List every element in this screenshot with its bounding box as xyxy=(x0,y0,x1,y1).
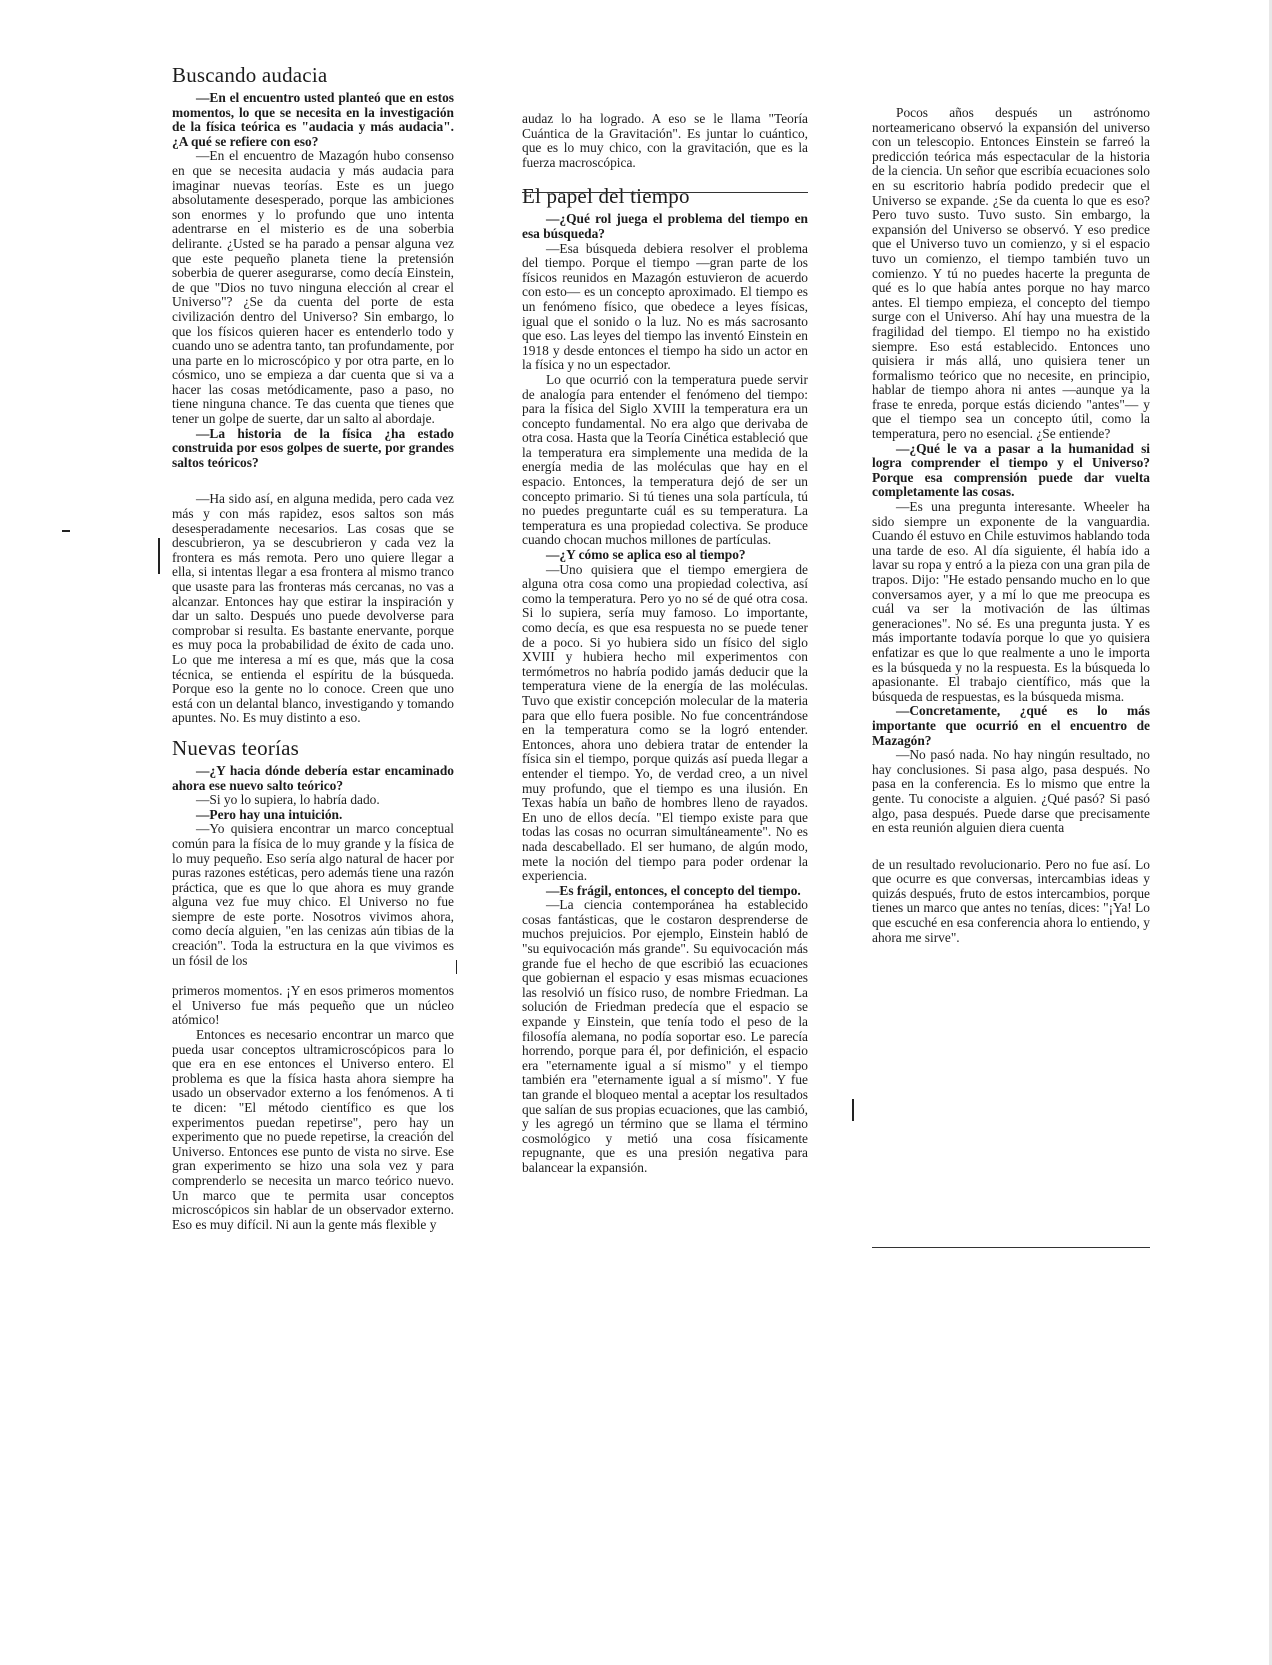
body-paragraph: Entonces es necesario encontrar un marco que pueda usar conceptos ultramicroscópicos para lo que era en ese entonces el Universo entero. El problema es que la física hasta ahora siempre ha usado un observador externo a los fenómenos. A ti te dicen: "El método científico es que los experimentos puedan repetirse", pero hay un experimento que no puede repetirse, la creación del Universo. Entonces ese punto de vista no sirve. Ese gran experimento se hizo una sola vez y para comprenderlo se necesita un marco teórico nuevo. Un marco que te permita usar conceptos microscópicos sin hablar de un observador externo. Eso es muy difícil. Ni aun la gente más flexible y xyxy=(172,1027,454,1232)
question-paragraph: —En el encuentro usted planteó que en estos momentos, lo que se necesita en la investigación de la física teórica es "audacia y más audacia". ¿A qué se refiere con eso? xyxy=(172,90,454,149)
column-1 xyxy=(172,63,454,1232)
question-paragraph: —¿Y cómo se aplica eso al tiempo? xyxy=(546,547,746,563)
section-divider xyxy=(522,192,808,193)
body-paragraph: primeros momentos. ¡Y en esos primeros momentos el Universo fue más pequeño que un núcleo atómico! xyxy=(172,983,454,1028)
end-divider xyxy=(872,1247,1150,1248)
answer-paragraph: —No pasó nada. No hay ningún resultado, no hay conclusiones. Si pasa algo, pasa después. No pasa en la conferencia. Es lo mismo que entre la gente. Tu conociste a alguien. ¿Qué pasó? Si pasó algo, pasa después. Puede darse que precisamente en esta reunión alguien diera cuenta xyxy=(872,747,1150,836)
column-3 xyxy=(872,106,1150,945)
section-heading-buscando-audacia: Buscando audacia xyxy=(172,63,328,87)
body-paragraph: audaz lo ha logrado. A eso se le llama "Teoría Cuántica de la Gravitación". Es juntar lo cuántico, que es lo muy chico, con la gravitación, que es la fuerza macroscópica. xyxy=(522,111,808,170)
answer-paragraph: —Yo quisiera encontrar un marco conceptual común para la física de lo muy grande y la física de lo muy pequeño. Eso sería algo natural de hacer por puras razones estéticas, pero además tiene una razón práctica, que es que lo que ahora es muy grande alguna vez fue muy chico. El Universo no fue siempre de este porte. Nosotros vivimos ahora, como decía alguien, "en las cenizas aún tibias de la creación". Toda la estructura en la que vivimos es un fósil de los xyxy=(172,821,454,968)
section-heading-nuevas-teorias: Nuevas teorías xyxy=(172,735,300,760)
question-paragraph: —La historia de la física ¿ha estado construida por esos golpes de suerte, por grandes saltos teóricos? xyxy=(172,425,454,470)
question-paragraph: —Concretamente, ¿qué es lo más importante que ocurrió en el encuentro de Mazagón? xyxy=(872,703,1150,748)
question-paragraph: —¿Qué rol juega el problema del tiempo en esa búsqueda? xyxy=(522,211,808,241)
scan-mark xyxy=(158,538,160,574)
body-paragraph: Lo que ocurrió con la temperatura puede servir de analogía para entender el fenómeno del tiempo: para la física del Siglo XVIII la temperatura era un concepto fundamental. No era algo que derivaba de otra cosa. Hasta que la Teoría Cinética estableció que la temperatura era simplemente una medida de la energía media de las moléculas que hay en el espacio. Entonces, la temperatura dejó de ser un concepto primario. Si tú tienes una sola partícula, tú no puedes preguntarte cuál es su temperatura. La temperatura es una propiedad colectiva. Se produce cuando chocan muchos millones de partículas. xyxy=(522,371,808,548)
scan-mark xyxy=(852,1099,854,1121)
answer-paragraph: —Ha sido así, en alguna medida, pero cada vez más y con más rapidez, esos saltos son más desesperadamente necesarios. Las cosas que se descubrieron, ya se descubrieron y cada vez la frontera es más remota. Pero uno quiere llegar a ella, si intentas llegar a esa frontera al mismo tranco que usaste para las fronteras más cercanas, no vas a alcanzar. Entonces hay que estirar la inspiración y dar un salto. Después uno puede devolverse para comprobar si resulta. Es bastante enervante, porque es muy poca la probabilidad de éxito de cada uno. Lo que me interesa a mí es que, más que la cosa técnica, se entienda el espíritu de la búsqueda. Porque eso la gente no lo conoce. Creen que uno está con un delantal blanco, investigando y tomando apuntes. No. Es muy distinto a eso. xyxy=(172,491,454,726)
body-paragraph: Pocos años después un astrónomo norteamericano observó la expansión del universo con un telescopio. Entonces Einstein se farreó la predicción teórica más espectacular de la historia de la ciencia. Un señor que escribía ecuaciones solo en su escritorio habría podido predecir que el Universo se expande. ¿Se da cuenta lo que es eso? Pero tuvo susto. Tuvo susto. Sin embargo, la expansión del Universo se observó. Y eso predice que el Universo tuvo un comienzo, y si el espacio tuvo un comienzo, el tiempo también tuvo un comienzo. Y tú no puedes hacerte la pregunta de qué es lo que había antes porque no hay marco antes. El tiempo empieza, el concepto del tiempo surge con el Universo. Ahí hay una muestra de la fragilidad del tiempo. El tiempo no ha existido siempre. Eso está establecido. Entonces uno quisiera ir más allá, uno quisiera tener un formalismo teórico que no necesite, en principio, hablar de tiempo ahora ni antes —aunque ya la frase te enreda, porque estás diciendo "antes"— y que el tiempo sea un concepto útil, como la temperatura, pero no esencial. ¿Se entiende? xyxy=(872,105,1150,442)
question-paragraph: —Es frágil, entonces, el concepto del tiempo. xyxy=(546,882,801,898)
scan-mark xyxy=(62,530,70,532)
answer-paragraph: —Si yo lo supiera, lo habría dado. xyxy=(196,792,380,808)
answer-paragraph: —Uno quisiera que el tiempo emergiera de alguna otra cosa como una propiedad colectiva, así como la temperatura. Pero yo no sé de qué otra cosa. Si lo supiera, sería muy famoso. Lo importante, como decía, es que esa respuesta no se puede tener de a poco. Si yo hubiera sido un físico del siglo XVIII y hubiera hecho mil experimentos con termómetros no habría podido jamás deducir que la temperatura viene de la energía de las moléculas. Tuvo que existir concepción molecular de la materia para que ello fuera posible. No fue concentrándose en la temperatura como se la logró entender. Entonces, ahora uno debiera tratar de entender la física sin el tiempo, porque quizás así pueda llegar a entender el tiempo. Yo, de verdad creo, a un nivel muy profundo, que el tiempo es una ilusión. En Texas había un baño de hombres lleno de rayados. En uno de ellos decía. "El tiempo existe para que todas las cosas no ocurran simultáneamente". No es nada descabellado. El ser humano, de algún modo, mete la noción del tiempo para poder ordenar la experiencia. xyxy=(522,561,808,884)
question-paragraph: —¿Y hacia dónde debería estar encaminado ahora ese nuevo salto teórico? xyxy=(172,762,454,793)
answer-paragraph: —Es una pregunta interesante. Wheeler ha sido siempre un exponente de la vanguardia. Cuando él estuvo en Chile estuvimos hablando toda una tarde de eso. Al día siguiente, él había ido a lavar su ropa y entró a la pieza con una gran pila de trapos. Dijo: "He estado pensando mucho en lo que conversamos ayer, y a mí lo que me preocupa es cuál va ser la motivación de las últimas generaciones". No sé. Es una pregunta justa. Y es más importante todavía porque lo que yo quisiera enfatizar es que lo que realmente a uno le importa es la búsqueda y no la respuesta. Es la búsqueda lo apasionante. El trabajo científico, más que la búsqueda de respuestas, es la búsqueda misma. xyxy=(872,499,1150,704)
answer-paragraph: —La ciencia contemporánea ha establecido cosas fantásticas, que le costaron desprenderse de muchos prejuicios. Por ejemplo, Einstein habló de "su equivocación más grande". Su equivocación más grande fue el hecho de que escribió las ecuaciones que gobiernan el espacio y esas mismas ecuaciones las resolvió un físico ruso, de nombre Friedman. La solución de Friedman predecía que el espacio se expande y Einstein, que tenía todo el peso de la filosofía alemana, no podía soportar eso. Le parecía horrendo, porque para él, por definición, el espacio era "eternamente igual a sí mismo" y el tiempo también era "eternamente igual a sí mismo". Y fue tan grande el bloqueo mental a aceptar los resultados que salían de sus propias ecuaciones, que las cambió, y les agregó un término que se llama el término cosmológico y metió una cosa físicamente repugnante, que es una presión negativa para balancear la expansión. xyxy=(522,897,808,1175)
column-2 xyxy=(522,112,808,1176)
section-heading-el-papel-del-tiempo: El papel del tiempo xyxy=(522,184,690,209)
question-paragraph: —¿Qué le va a pasar a la humanidad si logra comprender el tiempo y el Universo? Porque esa comprensión puede dar vuelta completamente las cosas. xyxy=(872,440,1150,500)
answer-paragraph: —En el encuentro de Mazagón hubo consenso en que se necesita audacia y más audacia para imaginar nuevas teorías. Este es un juego absolutamente desesperado, porque las ambiciones son enormes y lo profundo que uno intenta adentrarse en el misterio es de una soberbia delirante. ¿Usted se ha parado a pensar alguna vez que este pequeño planeta tiene la pretensión soberbia de querer asegurarse, como decía Einstein, de que "Dios no tuvo ninguna elección al crear el Universo"? ¿Se da cuenta del porte de esta civilización dentro del Universo? Sin embargo, lo que los físicos quieren hacer es entenderlo todo y cuando uno se adentra tanto, tan profundamente, por una parte en lo microscópico y por otra parte, en lo cósmico, uno se empieza a dar cuenta que si va a hacer las cosas metódicamente, paso a paso, no tiene ninguna chance. Te das cuenta que tienes que tener un golpe de suerte, dar un salto al abordaje. xyxy=(172,148,454,427)
body-paragraph: de un resultado revolucionario. Pero no fue así. Lo que ocurre es que conversas, intercambias ideas y quizás después, fruto de estos intercambios, porque tienes un marco que antes no tenías, dices: "¡Ya! Lo que escuché en esa conferencia ahora lo entiendo, y ahora me sirve". xyxy=(872,856,1150,945)
answer-paragraph: —Esa búsqueda debiera resolver el problema del tiempo. Porque el tiempo —gran parte de los físicos reunidos en Mazagón estuvieron de acuerdo con esto— es un concepto aproximado. El tiempo es un fenómeno físico, que obedece a leyes físicas, igual que el sonido o la luz. No es más sacrosanto que eso. Las leyes del tiempo las inventó Einstein en 1918 y desde entonces el tiempo ha sido un actor en la física y no un espectador. xyxy=(522,240,808,373)
scan-mark xyxy=(456,960,457,974)
question-paragraph: —Pero hay una intuición. xyxy=(196,806,343,822)
